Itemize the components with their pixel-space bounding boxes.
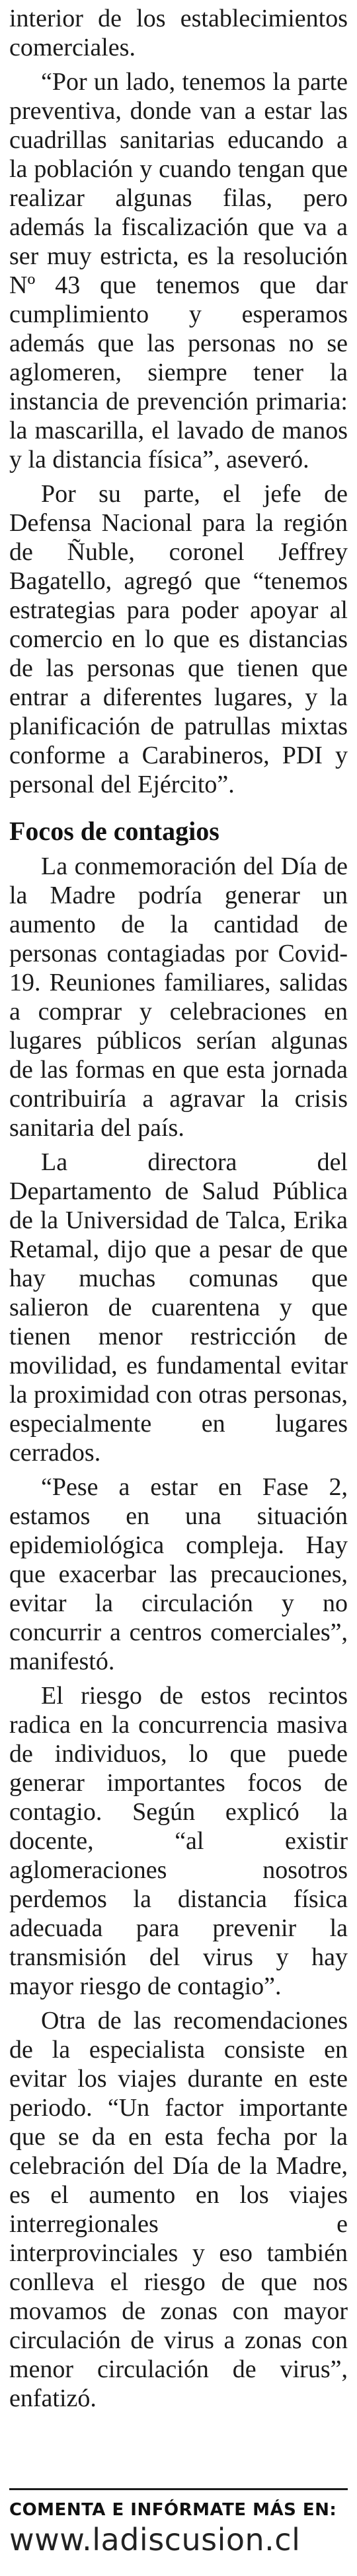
article-paragraph: La directora del Departamento de Salud Pública de la Universidad de Talca, Erika Retamal, dijo que a pesar de que hay muchas comunas que salieron de cuarentena y que tienen menor restricción de movilidad, es fundamental evitar la proximidad con otras personas, especialmente en lugares cerrados. (9, 1148, 348, 1467)
section-subheading: Focos de contagios (9, 816, 219, 846)
article-paragraph: La conmemoración del Día de la Madre podría generar un aumento de la cantidad de personas contagiadas por Covid-19. Reuniones familiares, salidas a comprar y celebraciones en lugares públicos serían algunas de las formas en que esta jornada contribuiría a agravar la crisis sanitaria del país. (9, 853, 348, 1142)
article-paragraph: El riesgo de estos recintos radica en la concurrencia masiva de individuos, lo que puede generar importantes focos de contagio. Según explicó la docente, “al existir aglomeraciones nosotros perdemos la distancia física adecuada para prevenir la transmisión del virus y hay mayor riesgo de contagio”. (9, 1682, 348, 2000)
website-link[interactable]: www.ladiscusion.cl (9, 2522, 301, 2558)
footer-call-to-action: COMENTA E INFÓRMATE MÁS EN: (9, 2500, 337, 2520)
article-paragraph: “Por un lado, tenemos la parte preventiva, donde van a estar las cuadrillas sanitarias educando a la población y cuando tengan que realizar algunas filas, pero además la fiscalización que va a ser muy estricta, es la resolución Nº 43 que tenemos que dar cumplimiento y esperamos además que las personas no se aglomeren, siempre tener la instancia de prevención primaria: la mascarilla, el lavado de manos y la distancia física”, aseveró. (9, 68, 348, 473)
article-paragraph: Por su parte, el jefe de Defensa Nacional para la región de Ñuble, coronel Jeffrey Bagatello, agregó que “tenemos estrategias para poder apoyar al comercio en lo que es distancias de las personas que tienen que entrar a diferentes lugares, y la planificación de patrullas mixtas conforme a Carabineros, PDI y personal del Ejército”. (9, 480, 348, 798)
article-footer (9, 2488, 348, 2559)
article-paragraph: interior de los establecimientos comerciales. (9, 5, 348, 61)
footer-divider (9, 2488, 348, 2490)
article-paragraph: “Pese a estar en Fase 2, estamos en una situación epidemiológica compleja. Hay que exacerbar las precauciones, evitar la circulación y no concurrir a centros comerciales”, manifestó. (9, 1473, 348, 1675)
article-paragraph: Otra de las recomendaciones de la especialista consiste en evitar los viajes durante en este periodo. “Un factor importante que se da en esta fecha por la celebración del Día de la Madre, es el aumento en los viajes interregionales e interprovinciales y eso también conlleva el riesgo de que nos movamos de zonas con mayor circulación de virus a zonas con menor circulación de virus”, enfatizó. (9, 2007, 348, 2412)
